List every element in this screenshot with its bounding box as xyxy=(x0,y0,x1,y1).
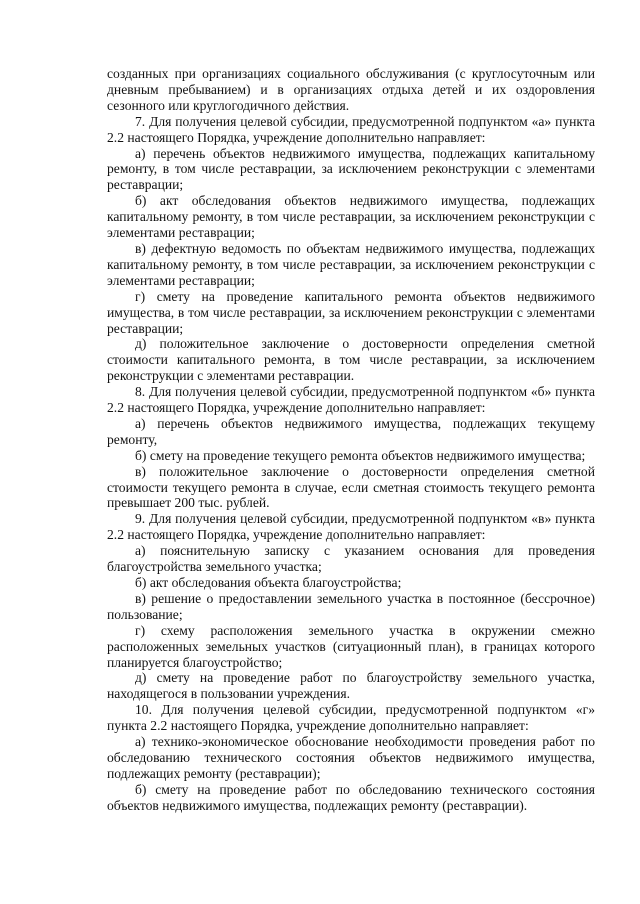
paragraph-continuation: созданных при организациях социального обслуживания (с круглосуточным или дневным пребыванием) и в организациях отдыха детей и их оздоровления сезонного или круглогодичного действия. xyxy=(107,66,595,113)
paragraph-7a: а) перечень объектов недвижимого имущества, подлежащих капитальному ремонту, в том числе реставрации, за исключением реконструкции с элементами реставрации; xyxy=(107,145,595,193)
paragraph-item-8: 8. Для получения целевой субсидии, предусмотренной подпунктом «б» пункта 2.2 настоящего Порядка, учреждение дополнительно направляет: xyxy=(107,384,595,416)
paragraph-9a: а) пояснительную записку с указанием основания для проведения благоустройства земельного участка; xyxy=(107,543,595,575)
paragraph-8v: в) положительное заключение о достоверности определения сметной стоимости текущего ремонта в случае, если сметная стоимость текущего ремонта превышает 200 тыс. рублей. xyxy=(107,463,595,511)
paragraph-10a: а) технико-экономическое обоснование необходимости проведения работ по обследованию технического состояния объектов недвижимого имущества, подлежащих ремонту (реставрации); xyxy=(107,734,595,781)
paragraph-item-9: 9. Для получения целевой субсидии, предусмотренной подпунктом «в» пункта 2.2 настоящего Порядка, учреждение дополнительно направляет: xyxy=(107,511,595,543)
paragraph-8a: а) перечень объектов недвижимого имущества, подлежащих текущему ремонту, xyxy=(107,415,595,447)
paragraph-9g: г) схему расположения земельного участка в окружении смежно расположенных земельных участков (ситуационный план), в границах которого планируется благоустройство; xyxy=(107,622,595,670)
document-page xyxy=(107,66,595,814)
paragraph-9b: б) акт обследования объекта благоустройства; xyxy=(135,575,402,590)
paragraph-7g: г) смету на проведение капитального ремонта объектов недвижимого имущества, в том числе реставрации, за исключением реконструкции с элементами реставрации; xyxy=(107,288,595,336)
paragraph-9d: д) смету на проведение работ по благоустройству земельного участка, находящегося в пользовании учреждения. xyxy=(107,670,595,702)
paragraph-7v: в) дефектную ведомость по объектам недвижимого имущества, подлежащих капитальному ремонту, в том числе реставрации, за исключением реконструкции с элементами реставрации; xyxy=(107,240,595,288)
paragraph-item-7: 7. Для получения целевой субсидии, предусмотренной подпунктом «а» пункта 2.2 настоящего Порядка, учреждение дополнительно направляет: xyxy=(107,113,595,145)
paragraph-7d: д) положительное заключение о достоверности определения сметной стоимости капитального ремонта, в том числе реставрации, за исключением реконструкции с элементами реставрации. xyxy=(107,336,595,384)
paragraph-8b: б) смету на проведение текущего ремонта объектов недвижимого имущества; xyxy=(135,447,586,463)
paragraph-item-10: 10. Для получения целевой субсидии, предусмотренной подпунктом «г» пункта 2.2 настоящего Порядка, учреждение дополнительно направляет: xyxy=(107,702,595,734)
paragraph-7b: б) акт обследования объектов недвижимого имущества, подлежащих капитальному ремонту, в том числе реставрации, за исключением реконструкции с элементами реставрации; xyxy=(107,193,595,241)
paragraph-10b: б) смету на проведение работ по обследованию технического состояния объектов недвижимого имущества, подлежащих ремонту (реставрации). xyxy=(107,781,595,813)
paragraph-9v: в) решение о предоставлении земельного участка в постоянное (бессрочное) пользование; xyxy=(107,590,595,622)
